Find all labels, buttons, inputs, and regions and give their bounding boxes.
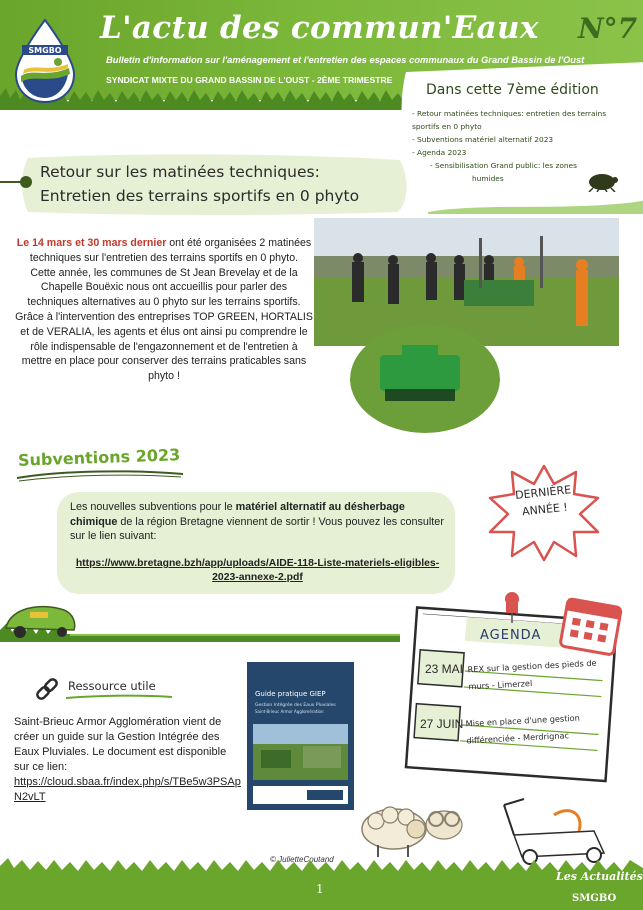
beetle-icon bbox=[585, 170, 619, 192]
sheep-icon bbox=[362, 807, 426, 857]
resource-link[interactable]: https://cloud.sbaa.fr/index.php/s/TBe5w3PSApN2vLT bbox=[14, 776, 241, 803]
issue-number: N°7 bbox=[578, 12, 638, 45]
subventions-text: Les nouvelles subventions pour le matériel alternatif au désherbage chimique de la région Bretagne viennent de sortir ! Vous pouvez les consulter sur le lien suivant: bbox=[70, 501, 444, 542]
edition-item: - Sensibilisation Grand public: les zones bbox=[430, 161, 577, 170]
article-title-line1: Retour sur les matinées techniques: bbox=[40, 163, 320, 181]
page-number: 1 bbox=[316, 882, 324, 896]
subventions-underline bbox=[15, 468, 185, 482]
ram-icon bbox=[426, 811, 462, 839]
article-paragraph: Cette année, les communes de St Jean Brevelay et de la Chapelle Bouëxic nous ont accueillis pour parler des techniques alternatives au 0 phyto sur les terrains sportifs. bbox=[27, 266, 301, 309]
agenda-title: AGENDA bbox=[480, 628, 542, 643]
footer-brand-line2: SMGBO bbox=[572, 893, 617, 904]
svg-text:Gestion Intégrée des Eaux Pluv: Gestion Intégrée des Eaux Pluviales bbox=[255, 703, 336, 708]
svg-text:Guide pratique GIEP: Guide pratique GIEP bbox=[255, 690, 326, 698]
resource-underline bbox=[64, 694, 174, 700]
logo-text: SMGBO bbox=[28, 46, 62, 55]
article-paragraph: ont été organisées 2 matinées techniques sur l'entretien des terrains sportifs en 0 phyto. bbox=[29, 237, 312, 264]
lawnmower-icon bbox=[504, 799, 604, 864]
resource-title: Ressource utile bbox=[68, 679, 156, 693]
edition-item: - Retour matinées techniques: entretien des terrains bbox=[412, 109, 607, 118]
article-banner bbox=[0, 150, 410, 218]
article-dates: Le 14 mars et 30 mars dernier bbox=[16, 237, 167, 249]
article-title-line2: Entretien des terrains sportifs en 0 phyto bbox=[40, 187, 360, 205]
photo-field-demonstration bbox=[314, 218, 619, 346]
edition-item: - Subventions matériel alternatif 2023 bbox=[412, 135, 554, 144]
article-paragraph: Grâce à l'intervention des entreprises TOP GREEN, HORTALIS et de VERALIA, les agents et élus ont ainsi pu comprendre le rôle indispensable de l'engazonnement et de l'entretien à mettre en place pour conserver des terrains praticables sans phyto ! bbox=[15, 310, 313, 383]
edition-item: sportifs en 0 phyto bbox=[412, 122, 482, 131]
subventions-link[interactable]: https://www.bretagne.bzh/app/uploads/AIDE-118-Liste-materiels-eligibles-2023-annexe-2.pdf bbox=[75, 558, 440, 583]
burst-badge-text: DERNIÈRE ANNÉE ! bbox=[514, 483, 572, 519]
article-body bbox=[14, 236, 314, 384]
bulletin-subtitle: Bulletin d'information sur l'aménagement et l'entretien des espaces communaux du Grand Bassin de l'Oust bbox=[106, 54, 585, 65]
resource-text: Saint-Brieuc Armor Agglomération vient de créer un guide sur la Gestion Intégrée des Eaux Pluviales. Le document est disponible sur ce lien: https://cloud.sbaa.fr/index.php/s/TBe5w3PSApN2vLT bbox=[14, 716, 241, 803]
smgbo-logo bbox=[12, 18, 78, 104]
calendar-icon bbox=[560, 598, 622, 655]
agenda-date: 23 MAI bbox=[425, 662, 464, 676]
agenda-event-description: Mise en place d'une gestion différenciée - Merdrignac bbox=[465, 712, 581, 746]
lawnmower-grass-strip bbox=[0, 600, 400, 642]
subventions-title: Subventions 2023 bbox=[17, 445, 181, 470]
agenda-event-description: REX sur la gestion des pieds de murs - Limerzel bbox=[467, 657, 597, 692]
svg-text:Saint-Brieuc Armor Agglomérati: Saint-Brieuc Armor Agglomération bbox=[255, 709, 324, 714]
footer-brand-line1: Les Actualités bbox=[556, 870, 643, 883]
photo-aerator-machine bbox=[350, 325, 500, 433]
agenda-date: 27 JUIN bbox=[420, 717, 464, 731]
guide-cover-image bbox=[247, 662, 354, 810]
sheep-and-mower-illustration bbox=[354, 795, 624, 865]
edition-title: Dans cette 7ème édition bbox=[426, 82, 599, 98]
edition-item: humides bbox=[472, 174, 504, 183]
syndicate-line: SYNDICAT MIXTE DU GRAND BASSIN DE L'OUST - 2ÈME TRIMESTRE bbox=[106, 75, 393, 85]
edition-item: - Agenda 2023 bbox=[412, 148, 467, 157]
masthead-title: L'actu des commun'Eaux bbox=[100, 10, 539, 46]
link-icon bbox=[34, 676, 60, 702]
illustration-credit: © JulietteCoutand bbox=[270, 855, 334, 864]
